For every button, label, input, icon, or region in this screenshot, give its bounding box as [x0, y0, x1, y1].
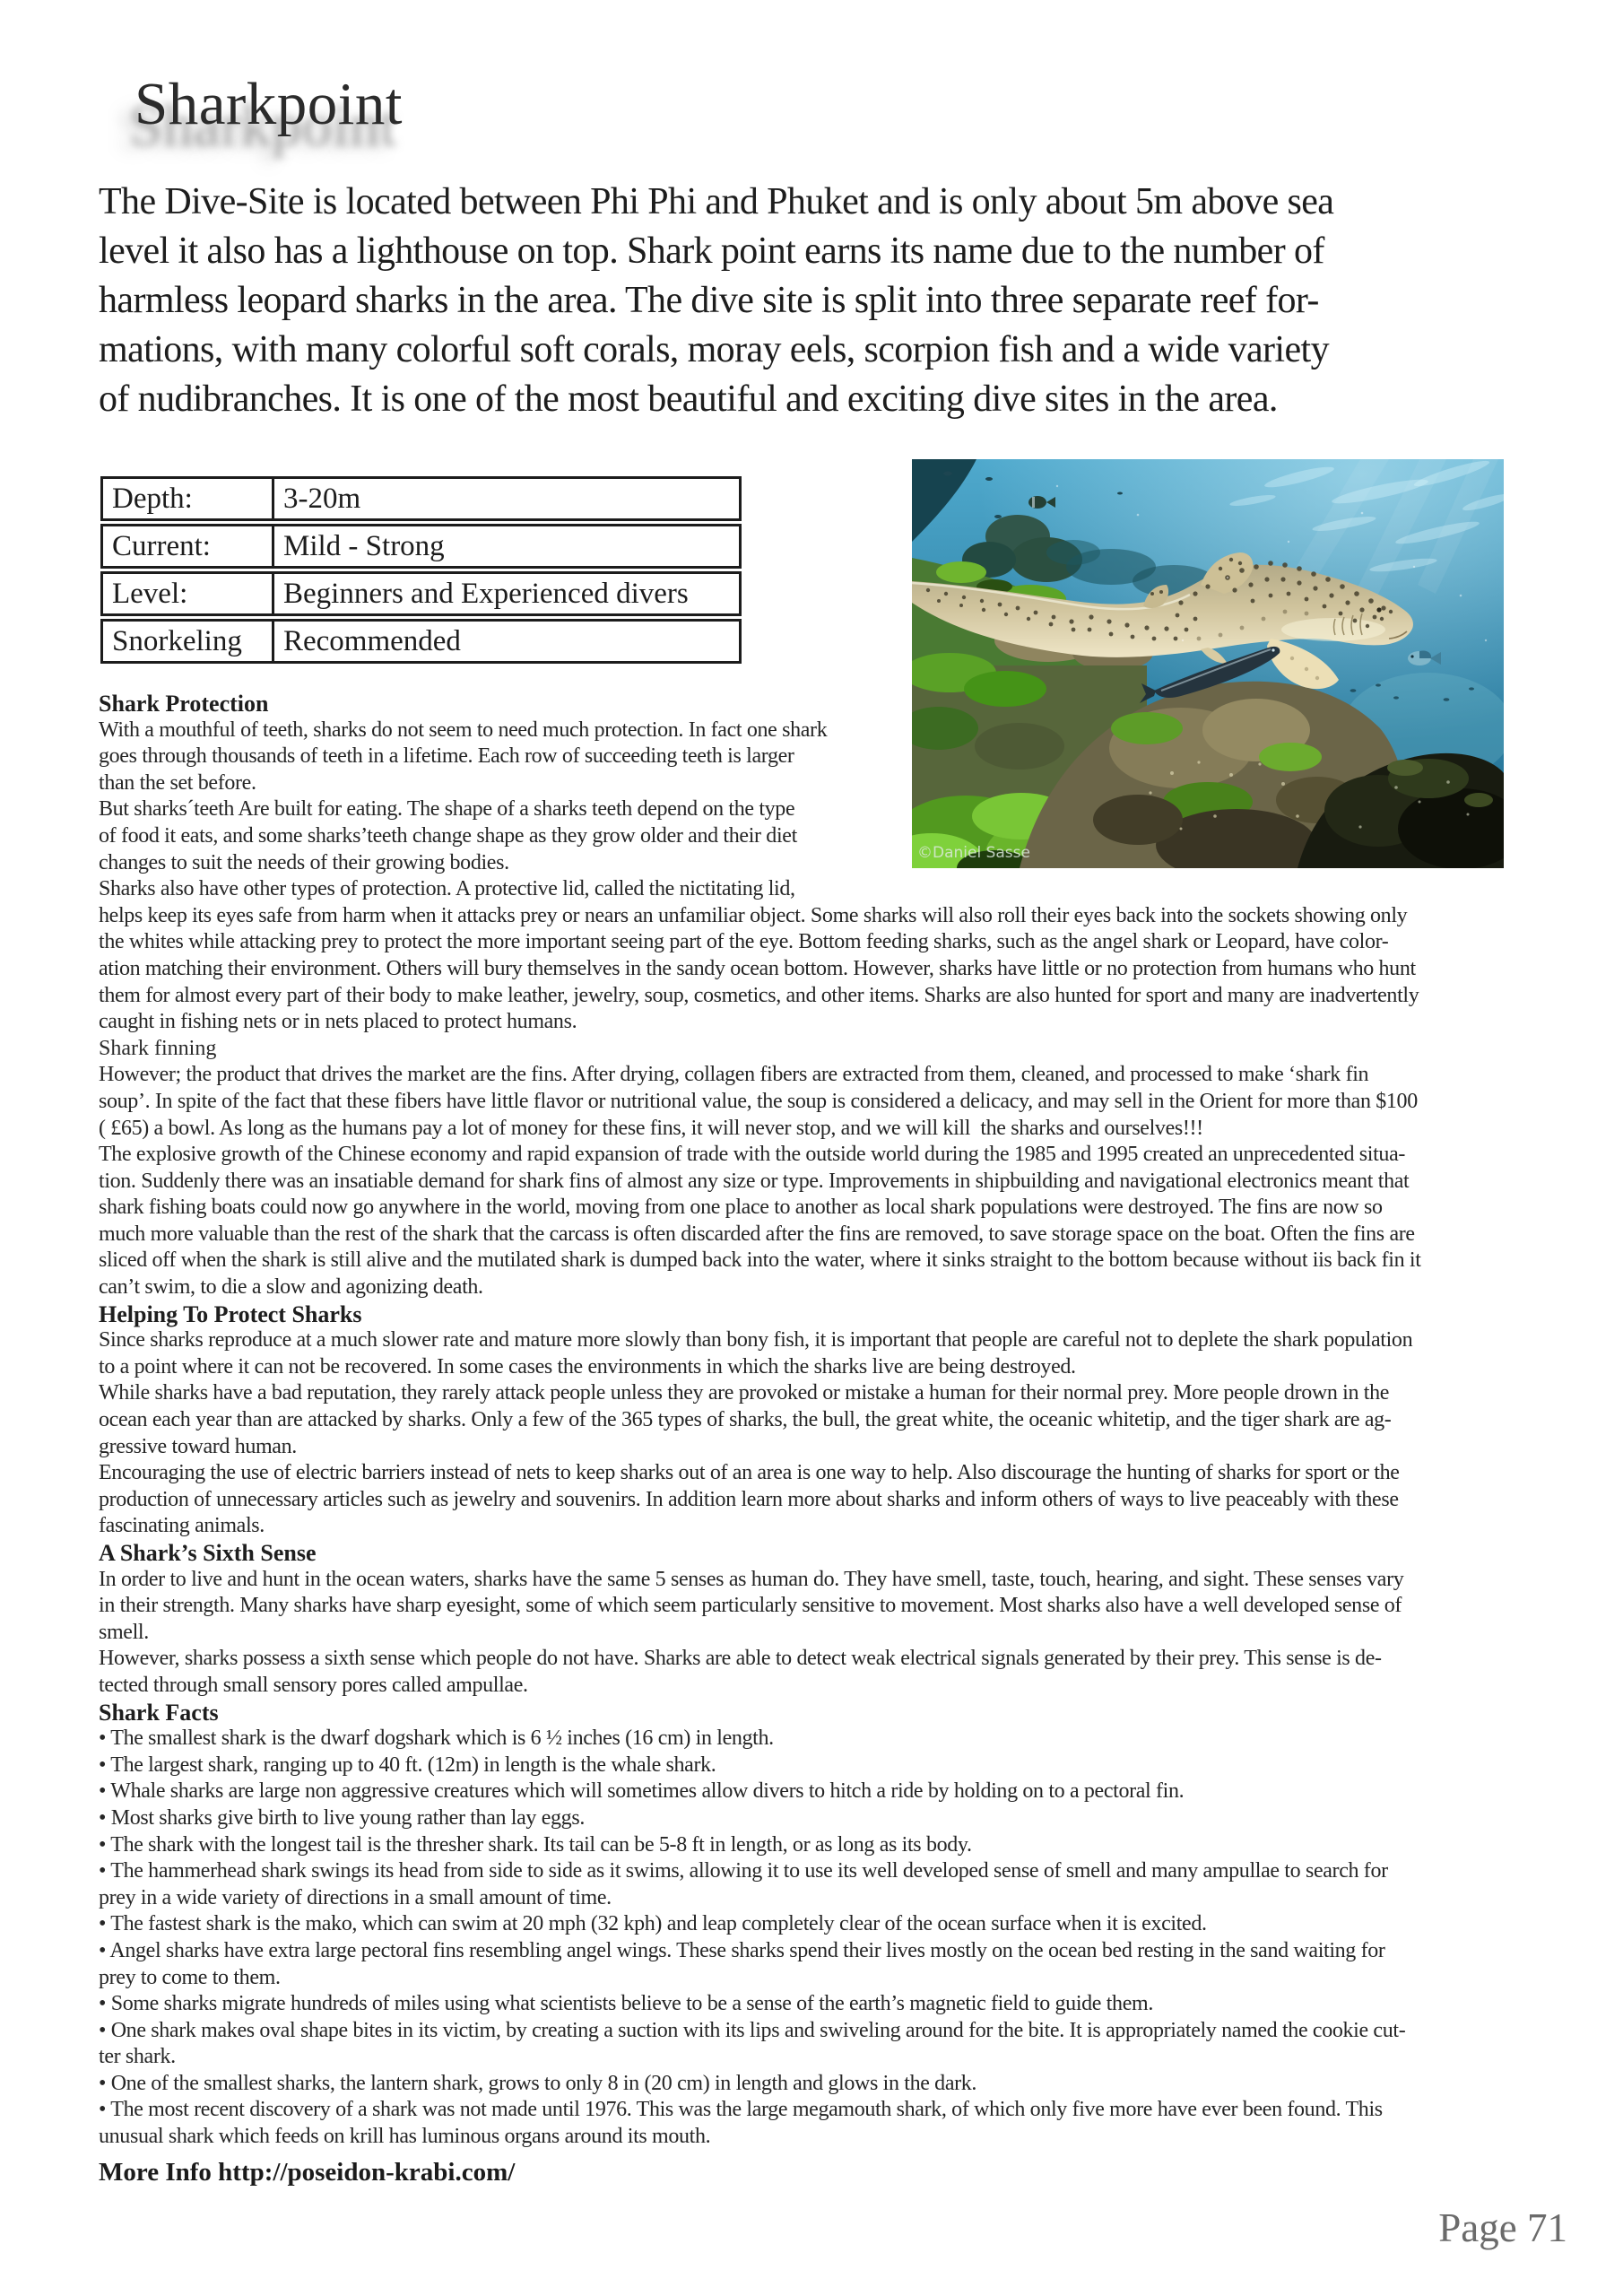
text-line: The explosive growth of the Chinese economy and rapid expansion of trade with the outside world during the 1985 and 1995 created an unprecedented situa- [99, 1143, 1406, 1167]
text-line: soup’. In spite of the fact that these fibers have little flavor or nutritional value, the soup is considered a delicacy, and may sell in the Orient for more than $100 [99, 1089, 1418, 1113]
table-value: Recommended [272, 619, 742, 664]
table-label: Level: [100, 571, 272, 616]
fact-line: prey in a wide variety of directions in a small amount of time. [99, 1885, 612, 1909]
fact-line: • Whale sharks are large non aggressive creatures which will sometimes allow divers to hitch a ride by holding on to a pectoral fin. [99, 1779, 1185, 1804]
text-line: much more valuable than the rest of the shark that the carcass is often discarded after the fins are removed, to save storage space on the boat. Often the fins are [99, 1222, 1415, 1246]
text-line: fascinating animals. [99, 1514, 265, 1538]
fact-line: • One of the smallest sharks, the lantern shark, grows to only 8 in (20 cm) in length and glows in the dark. [99, 2071, 977, 2095]
section-heading-sharks-sixth-sense: A Shark’s Sixth Sense [99, 1540, 317, 1566]
text-line: However; the product that drives the market are the fins. After drying, collagen fibers are extracted from them, cleaned, and processed to make ‘shark fin [99, 1063, 1369, 1087]
text-line: of food it eats, and some sharks’teeth change shape as they grow older and their diet [99, 823, 797, 848]
intro-line: mations, with many colorful soft corals, moray eels, scorpion fish and a wide variety [99, 329, 1329, 370]
text-line: them for almost every part of their body to make leather, jewelry, soup, cosmetics, and other items. Sharks are also hunted for sport and many are inadvertently [99, 983, 1419, 1007]
text-line: However, sharks possess a sixth sense which people do not have. Sharks are able to detect weak electrical signals generated by their prey. This sense is de- [99, 1647, 1382, 1671]
fact-line: • Most sharks give birth to live young rather than lay eggs. [99, 1805, 585, 1830]
text-line: With a mouthful of teeth, sharks do not seem to need much protection. In fact one shark [99, 718, 828, 742]
page-number: Page 71 [1438, 2205, 1567, 2250]
fact-line: unusual shark which feeds on krill has luminous organs around its mouth. [99, 2125, 711, 2149]
fact-line: • One shark makes oval shape bites in its victim, by creating a suction with its lips and swiveling around for the bite. It is appropriately named the cookie cut- [99, 2018, 1406, 2042]
text-line: caught in fishing nets or in nets placed to protect humans. [99, 1010, 577, 1034]
text-line: sliced off when the shark is still alive and the mutilated shark is dumped back into the water, where it sinks straight to the bottom because without iis back fin it [99, 1248, 1421, 1273]
text-line: in their strength. Many sharks have sharp eyesight, some of which seem particularly sensitive to movement. Most sharks also have a well developed sense of [99, 1594, 1402, 1618]
table-label: Snorkeling [100, 619, 272, 664]
table-value: Mild - Strong [272, 524, 742, 569]
table-value: 3-20m [272, 476, 742, 521]
text-line: the whites while attacking prey to protect the more important seeing part of the eye. Bottom feeding sharks, such as the angel shark or Leopard, have color- [99, 930, 1389, 954]
section-heading-shark-protection: Shark Protection [99, 691, 269, 717]
text-line: tected through small sensory pores called ampullae. [99, 1673, 528, 1697]
text-line: ation matching their environment. Others will bury themselves in the sandy ocean bottom. However, sharks have little or no protection from humans who hunt [99, 956, 1416, 980]
fact-line: • The hammerhead shark swings its head from side to side as it swims, allowing it to use its well developed sense of smell and many ampullae to search for [99, 1859, 1388, 1883]
table-row [100, 524, 742, 569]
text-line: helps keep its eyes safe from harm when it attacks prey or nears an unfamiliar object. Some sharks will also roll their eyes back into the sockets showing only [99, 903, 1408, 927]
section-shark-protection [99, 718, 1587, 1036]
table-label: Depth: [100, 476, 272, 521]
table-row [100, 571, 742, 616]
text-line: goes through thousands of teeth in a lifetime. Each row of succeeding teeth is larger [99, 744, 794, 769]
table-label: Current: [100, 524, 272, 569]
section-sharks-sixth-sense [99, 1567, 1587, 1700]
text-line: production of unnecessary articles such as jewelry and souvenirs. In addition learn more about sharks and inform others of ways to live peaceably with these [99, 1487, 1399, 1511]
text-line: Since sharks reproduce at a much slower rate and mature more slowly than bony fish, it is important that people are careful not to deplete the shark population [99, 1328, 1413, 1352]
text-line: While sharks have a bad reputation, they rarely attack people unless they are provoked or mistake a human for their normal prey. More people drown in the [99, 1381, 1390, 1405]
intro-line: The Dive-Site is located between Phi Phi and Phuket and is only about 5m above sea [99, 181, 1334, 222]
fact-line: • The largest shark, ranging up to 40 ft. (12m) in length is the whale shark. [99, 1752, 716, 1777]
fact-line: • Some sharks migrate hundreds of miles using what scientists believe to be a sense of the earth’s magnetic field to guide them. [99, 1992, 1153, 2016]
intro-line: of nudibranches. It is one of the most beautiful and exciting dive sites in the area. [99, 378, 1278, 420]
article-body [99, 691, 1587, 2192]
text-line: changes to suit the needs of their growing bodies. [99, 850, 509, 874]
text-line: tion. Suddenly there was an insatiable demand for shark fins of almost any size or type. Improvements in shipbuilding and navigational electronics meant that [99, 1169, 1410, 1193]
text-line: than the set before. [99, 770, 256, 795]
section-shark-finning [99, 1062, 1587, 1300]
text-line: In order to live and hunt in the ocean waters, sharks have the same 5 senses as human do. They have smell, taste, touch, hearing, and sight. These senses vary [99, 1567, 1404, 1591]
page-title: Sharkpoint [135, 71, 404, 137]
shark-eye [1376, 607, 1381, 612]
table-value: Beginners and Experienced divers [272, 571, 742, 616]
text-line: Sharks also have other types of protection. A protective lid, called the nictitating lid, [99, 877, 795, 901]
fact-line: • The shark with the longest tail is the thresher shark. Its tail can be 5-8 ft in length, or as long as its body. [99, 1832, 972, 1857]
dive-info-table [100, 474, 742, 666]
intro-paragraph [99, 178, 1333, 424]
section-heading-helping-to-protect-sharks: Helping To Protect Sharks [99, 1300, 362, 1327]
fact-line: • The smallest shark is the dwarf dogshark which is 6 ½ inches (16 cm) in length. [99, 1726, 774, 1751]
fact-line: • The most recent discovery of a shark was not made until 1976. This was the large megamouth shark, of which only five more have ever been found. This [99, 2098, 1383, 2122]
text-line: ocean each year than are attacked by sharks. Only a few of the 365 types of sharks, the bull, the great white, the oceanic whitetip, and the tiger shark are ag- [99, 1408, 1392, 1432]
intro-line: level it also has a lighthouse on top. Shark point earns its name due to the number of [99, 230, 1324, 272]
table-row [100, 476, 742, 521]
text-line: can’t swim, to die a slow and agonizing death. [99, 1275, 483, 1300]
section-heading-shark-finning: Shark finning [99, 1036, 217, 1060]
text-line: ( £65) a bowl. As long as the humans pay a lot of money for these fins, it will never stop, and we will kill the sharks and ourselves!!! [99, 1116, 1203, 1140]
section-heading-shark-facts: Shark Facts [99, 1699, 219, 1726]
intro-line: harmless leopard sharks in the area. The dive site is split into three separate reef for- [99, 280, 1319, 321]
text-line: Encouraging the use of electric barriers instead of nets to keep sharks out of an area is one way to help. Also discourage the hunting of sharks for sport or the [99, 1461, 1400, 1485]
more-info-link[interactable]: More Info http://poseidon-krabi.com/ [99, 2157, 516, 2187]
fact-line: • Angel sharks have extra large pectoral fins resembling angel wings. These sharks spend their lives mostly on the ocean bed resting in the sand waiting for [99, 1938, 1385, 1962]
section-helping-to-protect-sharks [99, 1327, 1587, 1540]
fact-line: ter shark. [99, 2045, 176, 2069]
text-line: to a point where it can not be recovered. In some cases the environments in which the sharks live are being destroyed. [99, 1354, 1076, 1378]
text-line: But sharks´teeth Are built for eating. The shape of a sharks teeth depend on the type [99, 797, 795, 822]
fact-line: • The fastest shark is the mako, which can swim at 20 mph (32 kph) and leap completely clear of the ocean surface when it is excited. [99, 1912, 1207, 1936]
section-shark-facts [99, 1726, 1587, 2151]
text-line: shark fishing boats could now go anywhere in the world, moving from one place to another as local shark populations were destroyed. The fins are now so [99, 1196, 1383, 1220]
table-row [100, 619, 742, 664]
fact-line: prey to come to them. [99, 1965, 281, 1989]
text-line: gressive toward human. [99, 1434, 297, 1458]
text-line: smell. [99, 1620, 149, 1644]
photo-credit: ©Daniel Sasse [917, 844, 1030, 862]
